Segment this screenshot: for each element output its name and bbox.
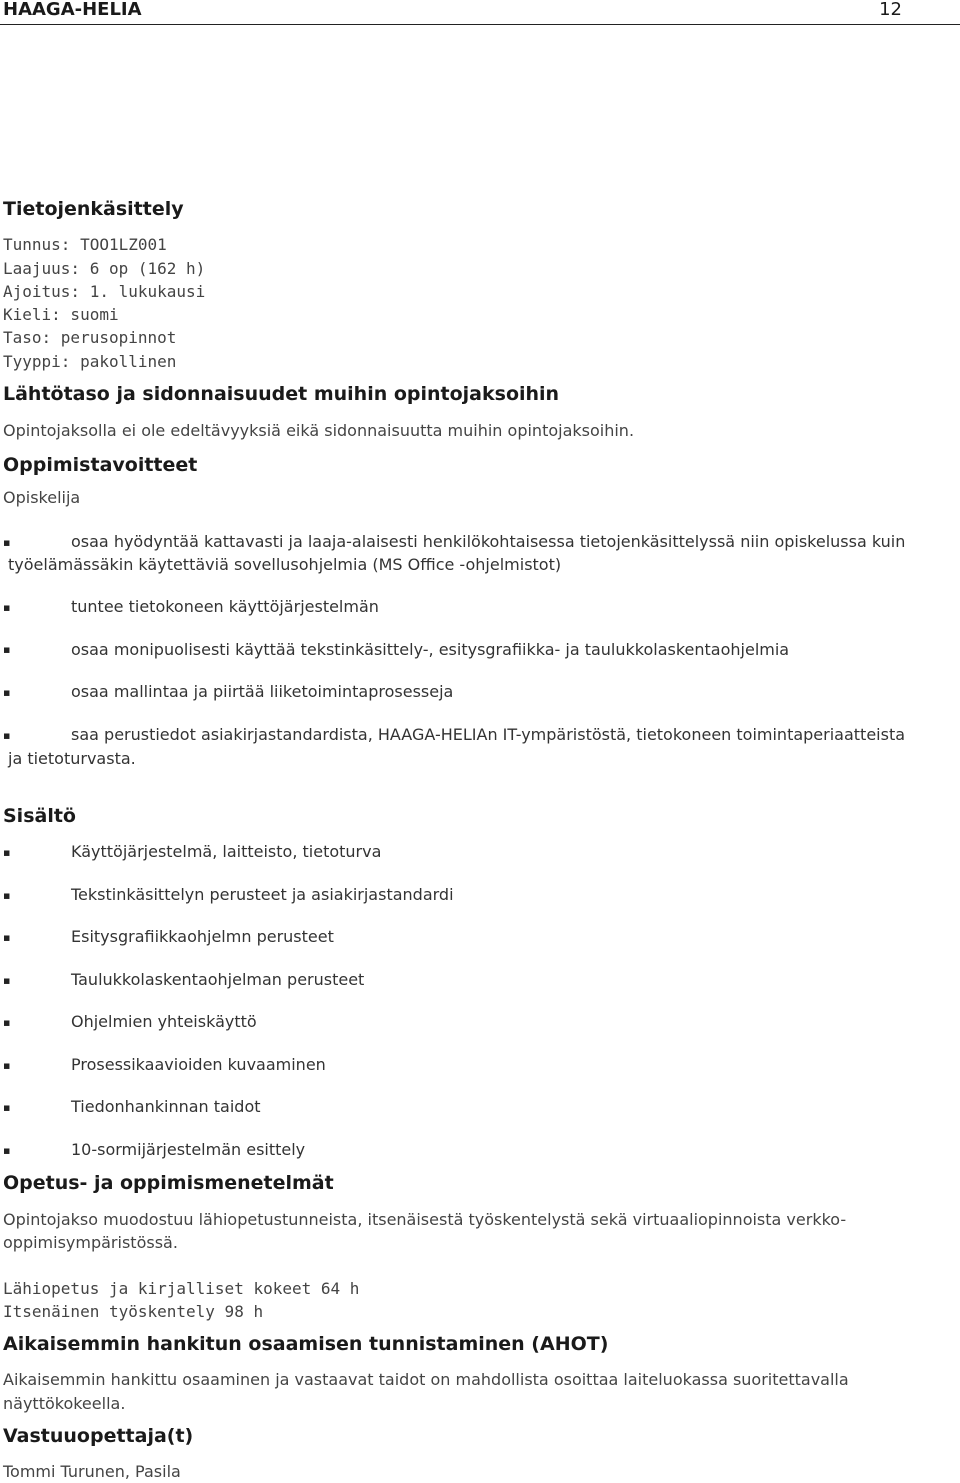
bullet-icon: ▪: [3, 729, 11, 742]
outcome-item: saa perustiedot asiakirjastandardista, HAAGA-HELIAn IT-ympäristöstä, tietokoneen toimintaperiaatteista: [71, 725, 906, 744]
outcome-item: osaa monipuolisesti käyttää tekstinkäsittely-, esitysgrafiikka- ja taulukkolaskentaohjelmia: [71, 640, 790, 659]
bullet-icon: ▪: [3, 846, 11, 859]
meta-timing: Ajoitus: 1. lukukausi: [3, 282, 206, 301]
page-header: [0, 0, 960, 25]
bullet-icon: ▪: [3, 889, 11, 902]
outcome-item: osaa hyödyntää kattavasti ja laaja-alaisesti henkilökohtaisessa tietojenkäsittelyssä niin opiskelussa kuin: [71, 532, 906, 551]
bullet-icon: ▪: [3, 536, 11, 549]
outcomes-heading: Oppimistavoitteet: [3, 454, 198, 476]
content-item: Prosessikaavioiden kuvaaminen: [71, 1055, 326, 1074]
meta-level: Taso: perusopinnot: [3, 328, 177, 347]
page-number: 12: [879, 0, 902, 20]
ahot-text-line: Aikaisemmin hankittu osaaminen ja vastaavat taidot on mahdollista osoittaa laiteluokassa suoritettavalla: [3, 1370, 849, 1389]
methods-text-line: oppimisympäristössä.: [3, 1233, 178, 1252]
teachers-text: Tommi Turunen, Pasila: [3, 1462, 181, 1481]
content-item: Tekstinkäsittelyn perusteet ja asiakirjastandardi: [71, 885, 454, 904]
bullet-icon: ▪: [3, 974, 11, 987]
content-heading: Sisältö: [3, 805, 76, 827]
content-item: Esitysgrafiikkaohjelmn perusteet: [71, 927, 334, 946]
meta-code: Tunnus: TOO1LZ001: [3, 235, 167, 254]
teachers-heading: Vastuuopettaja(t): [3, 1425, 194, 1447]
prerequisites-heading: Lähtötaso ja sidonnaisuudet muihin opintojaksoihin: [3, 383, 560, 405]
content-item: Ohjelmien yhteiskäyttö: [71, 1012, 257, 1031]
bullet-icon: ▪: [3, 1101, 11, 1114]
methods-text-line: Opintojakso muodostuu lähiopetustunneista, itsenäisestä työskentelystä sekä virtuaaliopinnoista verkko-: [3, 1210, 847, 1229]
bullet-icon: ▪: [3, 686, 11, 699]
outcome-item-continuation: työelämässäkin käytettäviä sovellusohjelmia (MS Office -ohjelmistot): [8, 555, 562, 574]
bullet-icon: ▪: [3, 601, 11, 614]
content-item: Tiedonhankinnan taidot: [71, 1097, 261, 1116]
hours-independent: Itsenäinen työskentely 98 h: [3, 1302, 264, 1321]
outcome-item: tuntee tietokoneen käyttöjärjestelmän: [71, 597, 379, 616]
bullet-icon: ▪: [3, 1016, 11, 1029]
prerequisites-text: Opintojaksolla ei ole edeltävyyksiä eikä sidonnaisuutta muihin opintojaksoihin.: [3, 421, 635, 440]
institution-name: HAAGA-HELIA: [3, 0, 142, 20]
meta-credits: Laajuus: 6 op (162 h): [3, 259, 206, 278]
ahot-text-line: näyttökokeella.: [3, 1394, 126, 1413]
ahot-heading: Aikaisemmin hankitun osaamisen tunnistaminen (AHOT): [3, 1333, 609, 1355]
meta-language: Kieli: suomi: [3, 305, 119, 324]
content-item: Käyttöjärjestelmä, laitteisto, tietoturva: [71, 842, 382, 861]
meta-type: Tyyppi: pakollinen: [3, 352, 177, 371]
outcome-item: osaa mallintaa ja piirtää liiketoimintaprosesseja: [71, 682, 454, 701]
course-title: Tietojenkäsittely: [3, 198, 184, 220]
outcomes-intro: Opiskelija: [3, 488, 81, 507]
content-item: Taulukkolaskentaohjelman perusteet: [71, 970, 365, 989]
hours-contact: Lähiopetus ja kirjalliset kokeet 64 h: [3, 1279, 360, 1298]
outcome-item-continuation: ja tietoturvasta.: [8, 749, 136, 768]
bullet-icon: ▪: [3, 931, 11, 944]
content-item: 10-sormijärjestelmän esittely: [71, 1140, 306, 1159]
methods-heading: Opetus- ja oppimismenetelmät: [3, 1172, 334, 1194]
bullet-icon: ▪: [3, 1144, 11, 1157]
bullet-icon: ▪: [3, 643, 11, 656]
bullet-icon: ▪: [3, 1059, 11, 1072]
